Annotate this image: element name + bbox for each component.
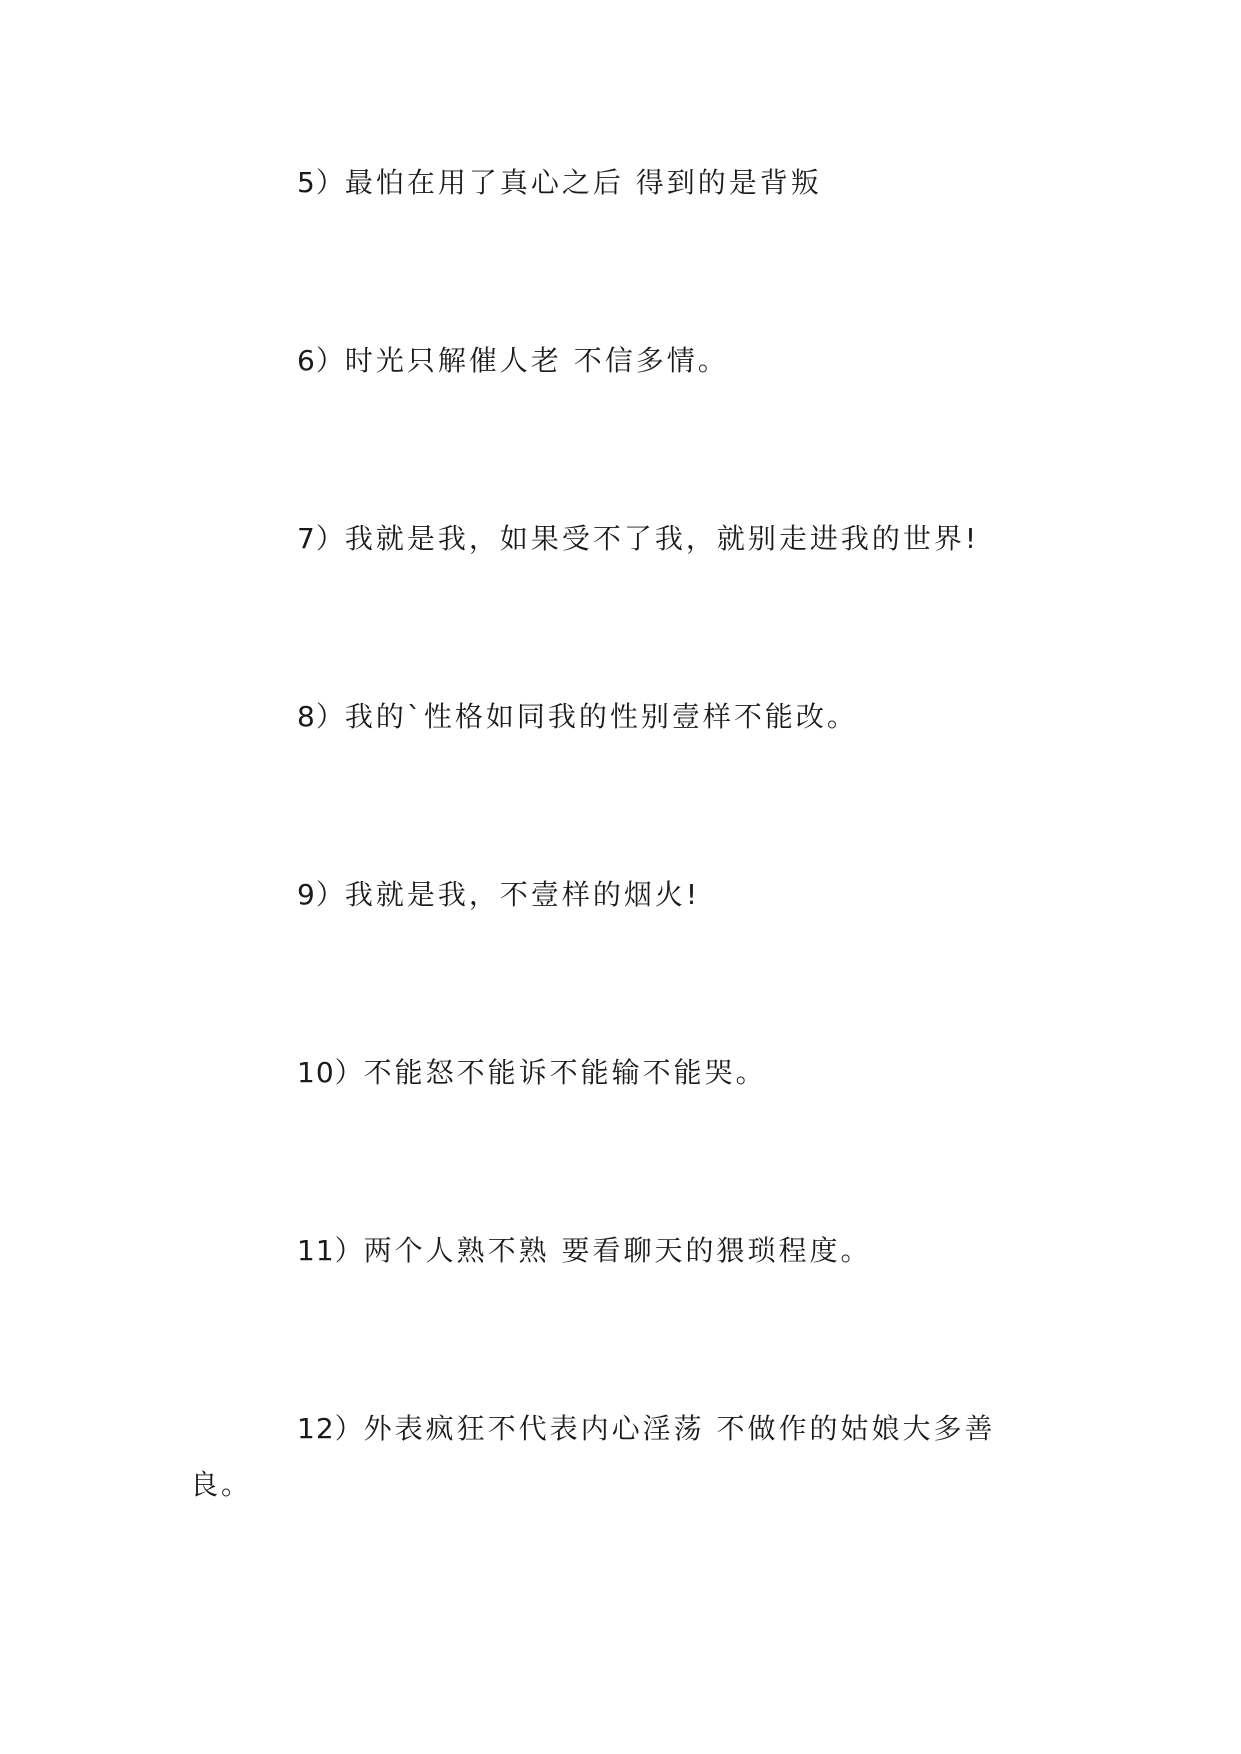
- item-number: 8）: [297, 700, 345, 733]
- item-text: 最怕在用了真心之后 得到的是背叛: [344, 166, 822, 199]
- list-item: [190, 333, 1050, 389]
- item-text: 时光只解催人老 不信多情。: [344, 344, 729, 377]
- list-item: [190, 155, 1050, 211]
- item-number: 7）: [297, 522, 345, 555]
- list-item: [190, 689, 1050, 745]
- item-number: 12）: [297, 1412, 364, 1445]
- list-item: [190, 867, 1050, 923]
- item-number: 11）: [297, 1234, 364, 1267]
- item-text: 我就是我，不壹样的烟火!: [344, 878, 701, 911]
- list-item: [190, 1223, 1050, 1279]
- item-number: 5）: [297, 166, 345, 199]
- item-text: 外表疯狂不代表内心淫荡 不做作的姑娘大多善良。: [190, 1412, 996, 1501]
- item-text: 我的`性格如同我的性别壹样不能改。: [344, 700, 858, 733]
- item-number: 10）: [297, 1056, 364, 1089]
- item-number: 6）: [297, 344, 345, 377]
- list-item: [190, 511, 1050, 567]
- item-number: 9）: [297, 878, 345, 911]
- item-text: 两个人熟不熟 要看聊天的猥琐程度。: [363, 1234, 872, 1267]
- item-text: 我就是我，如果受不了我，就别走进我的世界!: [344, 522, 980, 555]
- list-item: [190, 1045, 1050, 1101]
- list-item: [190, 1401, 1050, 1513]
- item-text: 不能怒不能诉不能输不能哭。: [363, 1056, 767, 1089]
